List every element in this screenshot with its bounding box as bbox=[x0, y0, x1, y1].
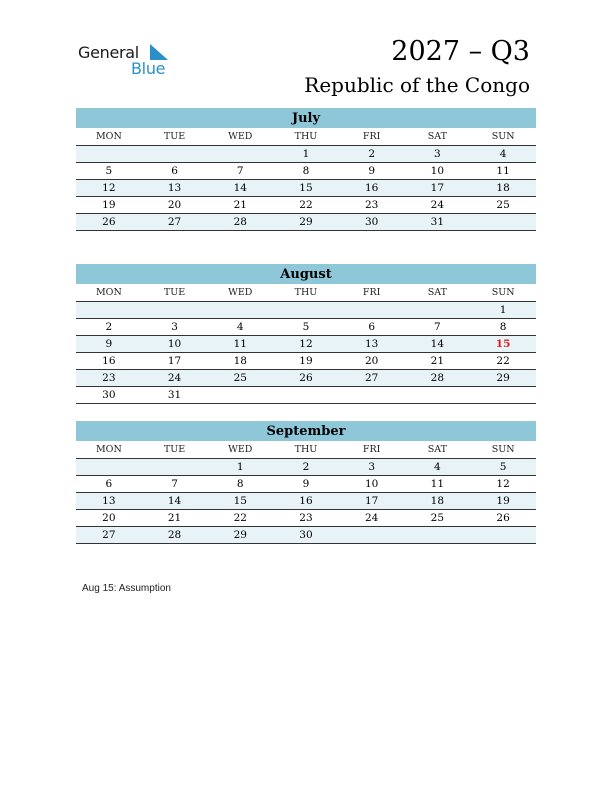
day-cell: 5 bbox=[273, 319, 339, 336]
day-cell: 19 bbox=[273, 353, 339, 370]
generalblue-logo bbox=[78, 40, 188, 80]
day-cell: 30 bbox=[273, 527, 339, 544]
day-cell bbox=[470, 527, 536, 544]
day-cell: 8 bbox=[207, 476, 273, 493]
day-cell: 9 bbox=[339, 163, 405, 180]
day-cell: 22 bbox=[470, 353, 536, 370]
day-cell: 21 bbox=[207, 197, 273, 214]
weekday-label: SAT bbox=[405, 441, 471, 459]
day-cell: 2 bbox=[76, 319, 142, 336]
day-cell: 6 bbox=[142, 163, 208, 180]
day-cell: 16 bbox=[76, 353, 142, 370]
logo-triangle-icon bbox=[150, 44, 168, 60]
calendar-grid bbox=[76, 441, 536, 544]
day-cell: 24 bbox=[142, 370, 208, 387]
day-cell: 25 bbox=[470, 197, 536, 214]
week-row bbox=[76, 459, 536, 476]
day-cell: 24 bbox=[339, 510, 405, 527]
day-cell bbox=[405, 527, 471, 544]
day-cell: 23 bbox=[273, 510, 339, 527]
day-cell: 1 bbox=[207, 459, 273, 476]
day-cell: 8 bbox=[273, 163, 339, 180]
day-cell: 7 bbox=[142, 476, 208, 493]
weekday-label: MON bbox=[76, 128, 142, 146]
week-row bbox=[76, 319, 536, 336]
day-cell: 19 bbox=[470, 493, 536, 510]
week-row bbox=[76, 214, 536, 231]
holiday-note: Aug 15: Assumption bbox=[82, 583, 171, 594]
day-cell: 6 bbox=[76, 476, 142, 493]
day-cell: 17 bbox=[142, 353, 208, 370]
weekday-label: MON bbox=[76, 284, 142, 302]
day-cell: 7 bbox=[405, 319, 471, 336]
month-title: September bbox=[76, 421, 536, 441]
day-cell: 23 bbox=[339, 197, 405, 214]
day-cell: 31 bbox=[142, 387, 208, 404]
week-row bbox=[76, 163, 536, 180]
day-cell bbox=[142, 146, 208, 163]
day-cell: 26 bbox=[470, 510, 536, 527]
day-cell: 21 bbox=[142, 510, 208, 527]
month-block-september bbox=[76, 421, 536, 544]
day-cell: 6 bbox=[339, 319, 405, 336]
day-cell: 7 bbox=[207, 163, 273, 180]
day-cell: 15 bbox=[273, 180, 339, 197]
day-cell: 22 bbox=[273, 197, 339, 214]
day-cell: 11 bbox=[470, 163, 536, 180]
day-cell: 28 bbox=[207, 214, 273, 231]
day-cell: 29 bbox=[207, 527, 273, 544]
day-cell: 10 bbox=[142, 336, 208, 353]
weekday-label: WED bbox=[207, 441, 273, 459]
country-name: Republic of the Congo bbox=[304, 73, 530, 97]
day-cell: 30 bbox=[339, 214, 405, 231]
weekday-label: SAT bbox=[405, 128, 471, 146]
week-row bbox=[76, 197, 536, 214]
day-cell: 19 bbox=[76, 197, 142, 214]
week-row bbox=[76, 527, 536, 544]
month-title: July bbox=[76, 108, 536, 128]
day-cell: 28 bbox=[405, 370, 471, 387]
day-cell bbox=[207, 302, 273, 319]
holiday-day-cell: 15 bbox=[470, 336, 536, 353]
day-cell: 27 bbox=[76, 527, 142, 544]
week-row bbox=[76, 493, 536, 510]
day-cell: 17 bbox=[405, 180, 471, 197]
weekday-label: WED bbox=[207, 284, 273, 302]
weekday-label: TUE bbox=[142, 128, 208, 146]
page-title: 2027 – Q3 bbox=[391, 36, 530, 67]
weekday-label: FRI bbox=[339, 284, 405, 302]
day-cell: 27 bbox=[339, 370, 405, 387]
weekday-label: TUE bbox=[142, 284, 208, 302]
day-cell bbox=[405, 387, 471, 404]
month-title: August bbox=[76, 264, 536, 284]
day-cell bbox=[339, 527, 405, 544]
week-row bbox=[76, 370, 536, 387]
day-cell: 17 bbox=[339, 493, 405, 510]
day-cell: 11 bbox=[405, 476, 471, 493]
day-cell bbox=[76, 146, 142, 163]
day-cell: 5 bbox=[76, 163, 142, 180]
day-cell: 13 bbox=[339, 336, 405, 353]
day-cell bbox=[470, 387, 536, 404]
logo-word-general: General bbox=[78, 43, 139, 62]
day-cell: 10 bbox=[405, 163, 471, 180]
day-cell bbox=[142, 302, 208, 319]
day-cell bbox=[273, 387, 339, 404]
day-cell: 4 bbox=[470, 146, 536, 163]
weekday-label: THU bbox=[273, 128, 339, 146]
day-cell bbox=[76, 302, 142, 319]
day-cell: 11 bbox=[207, 336, 273, 353]
day-cell bbox=[339, 387, 405, 404]
day-cell: 12 bbox=[76, 180, 142, 197]
day-cell: 4 bbox=[405, 459, 471, 476]
day-cell bbox=[339, 302, 405, 319]
day-cell: 3 bbox=[339, 459, 405, 476]
day-cell: 20 bbox=[76, 510, 142, 527]
week-row bbox=[76, 476, 536, 493]
day-cell: 25 bbox=[207, 370, 273, 387]
day-cell: 18 bbox=[470, 180, 536, 197]
day-cell bbox=[207, 146, 273, 163]
day-cell: 4 bbox=[207, 319, 273, 336]
weekday-label: THU bbox=[273, 284, 339, 302]
weekday-label: FRI bbox=[339, 128, 405, 146]
day-cell bbox=[273, 302, 339, 319]
day-cell: 18 bbox=[405, 493, 471, 510]
day-cell: 10 bbox=[339, 476, 405, 493]
day-cell bbox=[470, 214, 536, 231]
logo-word-blue: Blue bbox=[131, 59, 166, 78]
weekday-label: SUN bbox=[470, 441, 536, 459]
day-cell: 1 bbox=[273, 146, 339, 163]
weekday-label: SUN bbox=[470, 128, 536, 146]
day-cell: 14 bbox=[207, 180, 273, 197]
day-cell: 3 bbox=[405, 146, 471, 163]
day-cell: 13 bbox=[142, 180, 208, 197]
week-row bbox=[76, 302, 536, 319]
week-row bbox=[76, 336, 536, 353]
day-cell: 14 bbox=[405, 336, 471, 353]
month-block-august bbox=[76, 264, 536, 404]
day-cell: 28 bbox=[142, 527, 208, 544]
weekday-label: SAT bbox=[405, 284, 471, 302]
day-cell: 23 bbox=[76, 370, 142, 387]
day-cell: 24 bbox=[405, 197, 471, 214]
day-cell: 26 bbox=[76, 214, 142, 231]
day-cell: 1 bbox=[470, 302, 536, 319]
day-cell: 29 bbox=[470, 370, 536, 387]
weekday-label: WED bbox=[207, 128, 273, 146]
day-cell: 20 bbox=[339, 353, 405, 370]
month-block-july bbox=[76, 108, 536, 231]
day-cell: 16 bbox=[273, 493, 339, 510]
weekday-label: THU bbox=[273, 441, 339, 459]
day-cell: 22 bbox=[207, 510, 273, 527]
day-cell: 5 bbox=[470, 459, 536, 476]
week-row bbox=[76, 387, 536, 404]
day-cell bbox=[405, 302, 471, 319]
day-cell: 21 bbox=[405, 353, 471, 370]
day-cell bbox=[76, 459, 142, 476]
day-cell: 9 bbox=[76, 336, 142, 353]
day-cell: 14 bbox=[142, 493, 208, 510]
day-cell: 16 bbox=[339, 180, 405, 197]
weekday-label: TUE bbox=[142, 441, 208, 459]
weekday-label: SUN bbox=[470, 284, 536, 302]
day-cell bbox=[142, 459, 208, 476]
day-cell: 18 bbox=[207, 353, 273, 370]
day-cell: 13 bbox=[76, 493, 142, 510]
week-row bbox=[76, 510, 536, 527]
day-cell: 25 bbox=[405, 510, 471, 527]
day-cell: 29 bbox=[273, 214, 339, 231]
day-cell: 3 bbox=[142, 319, 208, 336]
calendar-grid bbox=[76, 284, 536, 404]
day-cell: 26 bbox=[273, 370, 339, 387]
week-row bbox=[76, 146, 536, 163]
day-cell: 30 bbox=[76, 387, 142, 404]
weekday-label: MON bbox=[76, 441, 142, 459]
day-cell bbox=[207, 387, 273, 404]
day-cell: 27 bbox=[142, 214, 208, 231]
day-cell: 12 bbox=[273, 336, 339, 353]
weekday-label: FRI bbox=[339, 441, 405, 459]
day-cell: 2 bbox=[339, 146, 405, 163]
week-row bbox=[76, 353, 536, 370]
day-cell: 12 bbox=[470, 476, 536, 493]
day-cell: 2 bbox=[273, 459, 339, 476]
day-cell: 8 bbox=[470, 319, 536, 336]
calendar-grid bbox=[76, 128, 536, 231]
week-row bbox=[76, 180, 536, 197]
day-cell: 20 bbox=[142, 197, 208, 214]
day-cell: 31 bbox=[405, 214, 471, 231]
day-cell: 9 bbox=[273, 476, 339, 493]
day-cell: 15 bbox=[207, 493, 273, 510]
